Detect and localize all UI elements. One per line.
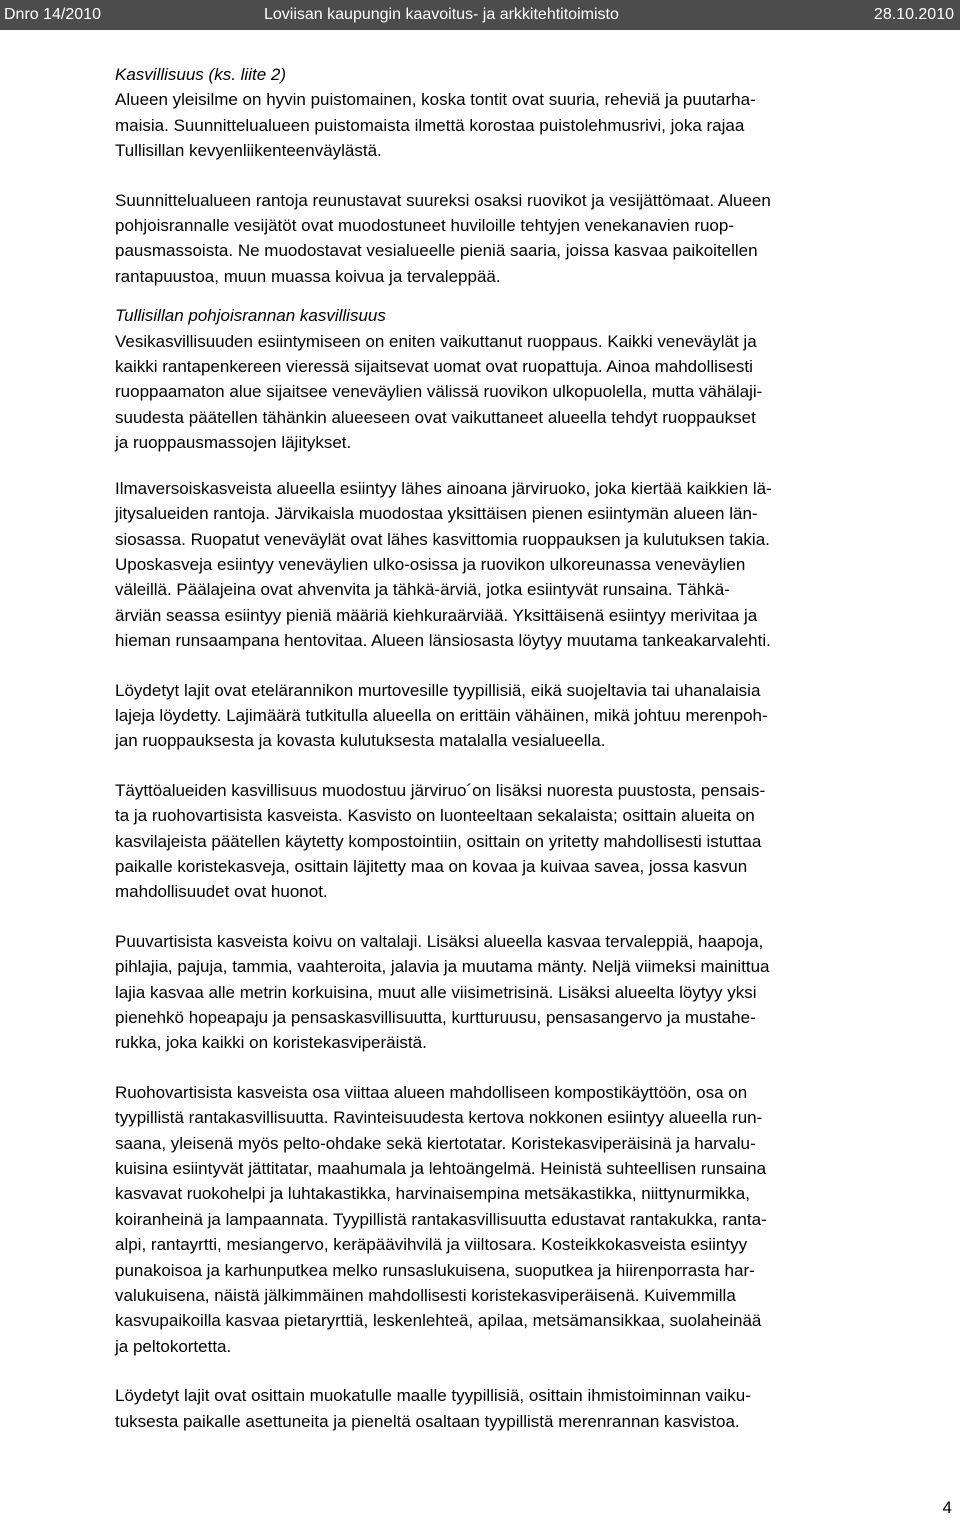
section-heading-kasvillisuus: Kasvillisuus (ks. liite 2) bbox=[115, 65, 286, 84]
page-number: 4 bbox=[942, 1498, 952, 1517]
paragraph-yleisilme: Alueen yleisilme on hyvin puistomainen, koska tontit ovat suuria, reheviä ja puutarha- maisia. Suunnittelualueen puistomaista ilmettä korostaa puistolehmusrivi, joka rajaa Tullisillan kevyenliikenteenväylästä. bbox=[115, 90, 756, 161]
document-date: 28.10.2010 bbox=[873, 6, 954, 23]
page-header bbox=[0, 0, 960, 30]
section-heading-tullisilta: Tullisillan pohjoisrannan kasvillisuus bbox=[115, 306, 386, 326]
document-number: Dnro 14/2010 bbox=[4, 6, 101, 23]
paragraph-puuvartiset: Puuvartisista kasveista koivu on valtalaji. Lisäksi alueella kasvaa tervaleppiä, haapoja, pihlajia, pajuja, tammia, vaahteroita, jalavia ja muutama mänty. Neljä viimeksi mainittua lajia kasvaa alle metrin korkuisina, muut alle viisimetrisinä. Lisäksi alueelta löytyy yksi pienehkö hopeapaju ja pensaskasvillisuutta, kurtturuusu, pensasangervo ja mustahe- rukka, joka kaikki on koristekasviperäistä. bbox=[115, 931, 770, 1053]
paragraph-ruohovartiset: Ruohovartisista kasveista osa viittaa alueen mahdolliseen kompostikäyttöön, osa on tyypillistä rantakasvillisuutta. Ravinteisuudesta kertova nokkonen esiintyy alueella run- saana, yleisenä myös pelto-ohdake sekä kiertotatar. Koristekasviperäisinä ja harvalu- kuisina esiintyvät jättitatar, maahumala ja lehtoängelmä. Heinistä suhteellisen runsaina kasvavat ruokohelpi ja luhtakastikka, harvinaisempina metsäkastikka, niittynurmikka, koiranheinä ja lampaannata. Tyypillistä rantakasvillisuutta edustavat rantakukka, ranta- alpi, rantayrtti, mesiangervo, keräpäävihvilä ja viiltosara. Kosteikkokasveista esiintyy punakoisoa ja karhunputkea melko runsaslukuisena, suoputkea ja hiirenporrasta har- valukuisena, näistä jälkimmäinen mahdollisesti koristekasviperäisenä. Kuivemmilla kasvupaikoilla kasvaa pietaryrttiä, leskenlehteä, apilaa, metsämansikkaa, suolaheinää ja peltokortetta. bbox=[115, 1082, 767, 1356]
paragraph-loydetyt-lajit: Löydetyt lajit ovat etelärannikon murtovesille tyypillisiä, eikä suojeltavia tai uhanalaisia lajeja löydetty. Lajimäärä tutkitulla alueella on erittäin vähäinen, mikä johtuu merenpoh- jan ruoppauksesta ja kovasta kulutuksesta matalalla vesialueella. bbox=[115, 680, 768, 751]
paragraph-loydetyt-lajit-2: Löydetyt lajit ovat osittain muokatulle maalle tyypillisiä, osittain ihmistoiminnan vaiku- tuksesta paikalle asettuneita ja pieneltä osaltaan tyypillistä merenrannan kasvistoa. bbox=[115, 1386, 751, 1431]
paragraph-tayttoalueet: Täyttöalueiden kasvillisuus muodostuu järviruo´on lisäksi nuoresta puustosta, pensais- ta ja ruohovartisista kasveista. Kasvisto on luonteeltaan sekalaista; osittain alueita on kasvilajeista päätellen käytetty kompostointiin, osittain on yritetty mahdollisesti istuttaa paikalle koristekasveja, osittain läjitetty maa on kovaa ja kuivaa savea, jossa kasvun mahdollisuudet ovat huonot. bbox=[115, 780, 766, 902]
paragraph-rannat: Suunnittelualueen rantoja reunustavat suureksi osaksi ruovikot ja vesijättömaat. Alueen pohjoisrannalle vesijätöt ovat muodostuneet huviloille tehtyjen venekanavien ruop- pausmassoista. Ne muodostavat vesialueelle pieniä saaria, joissa kasvaa paikoitellen rantapuustoa, muun muassa koivua ja tervaleppää. bbox=[115, 190, 771, 286]
organization-name: Loviisan kaupungin kaavoitus- ja arkkitehtitoimisto bbox=[264, 6, 619, 23]
document-body bbox=[115, 62, 945, 1434]
paragraph-vesikasvillisuus: Vesikasvillisuuden esiintymiseen on eniten vaikuttanut ruoppaus. Kaikki veneväylät ja kaikki rantapenkereen vieressä sijaitsevat uomat ovat ruopattuja. Ainoa mahdollisesti ruoppaamaton alue sijaitsee veneväylien välissä ruovikon ulkopuolella, mutta vähälaji- suudesta päätellen tähänkin alueeseen ovat vaikuttaneet alueella tehdyt ruoppaukset ja ruoppausmassojen läjitykset. bbox=[115, 331, 763, 453]
paragraph-ilmaversoiskasvit: Ilmaversoiskasveista alueella esiintyy lähes ainoana järviruoko, joka kiertää kaikkien lä- jitysalueiden rantoja. Järvikaisla muodostaa yksittäisen pienen esiintymän alueen län- siosassa. Ruopatut veneväylät ovat lähes kasvittomia ruoppauksen ja kulutuksen takia. Uposkasveja esiintyy veneväylien ulko-osissa ja ruovikon ulkoreunassa veneväylien väleillä. Päälajeina ovat ahvenvita ja tähkä-ärviä, jotka esiintyvät runsaina. Tähkä- ärviän seassa esiintyy pieniä määriä kiehkuraärviää. Yksittäisenä esiintyy merivitaa ja hieman runsaampana hentovitaa. Alueen länsiosasta löytyy muutama tankeakarvalehti. bbox=[115, 478, 772, 651]
